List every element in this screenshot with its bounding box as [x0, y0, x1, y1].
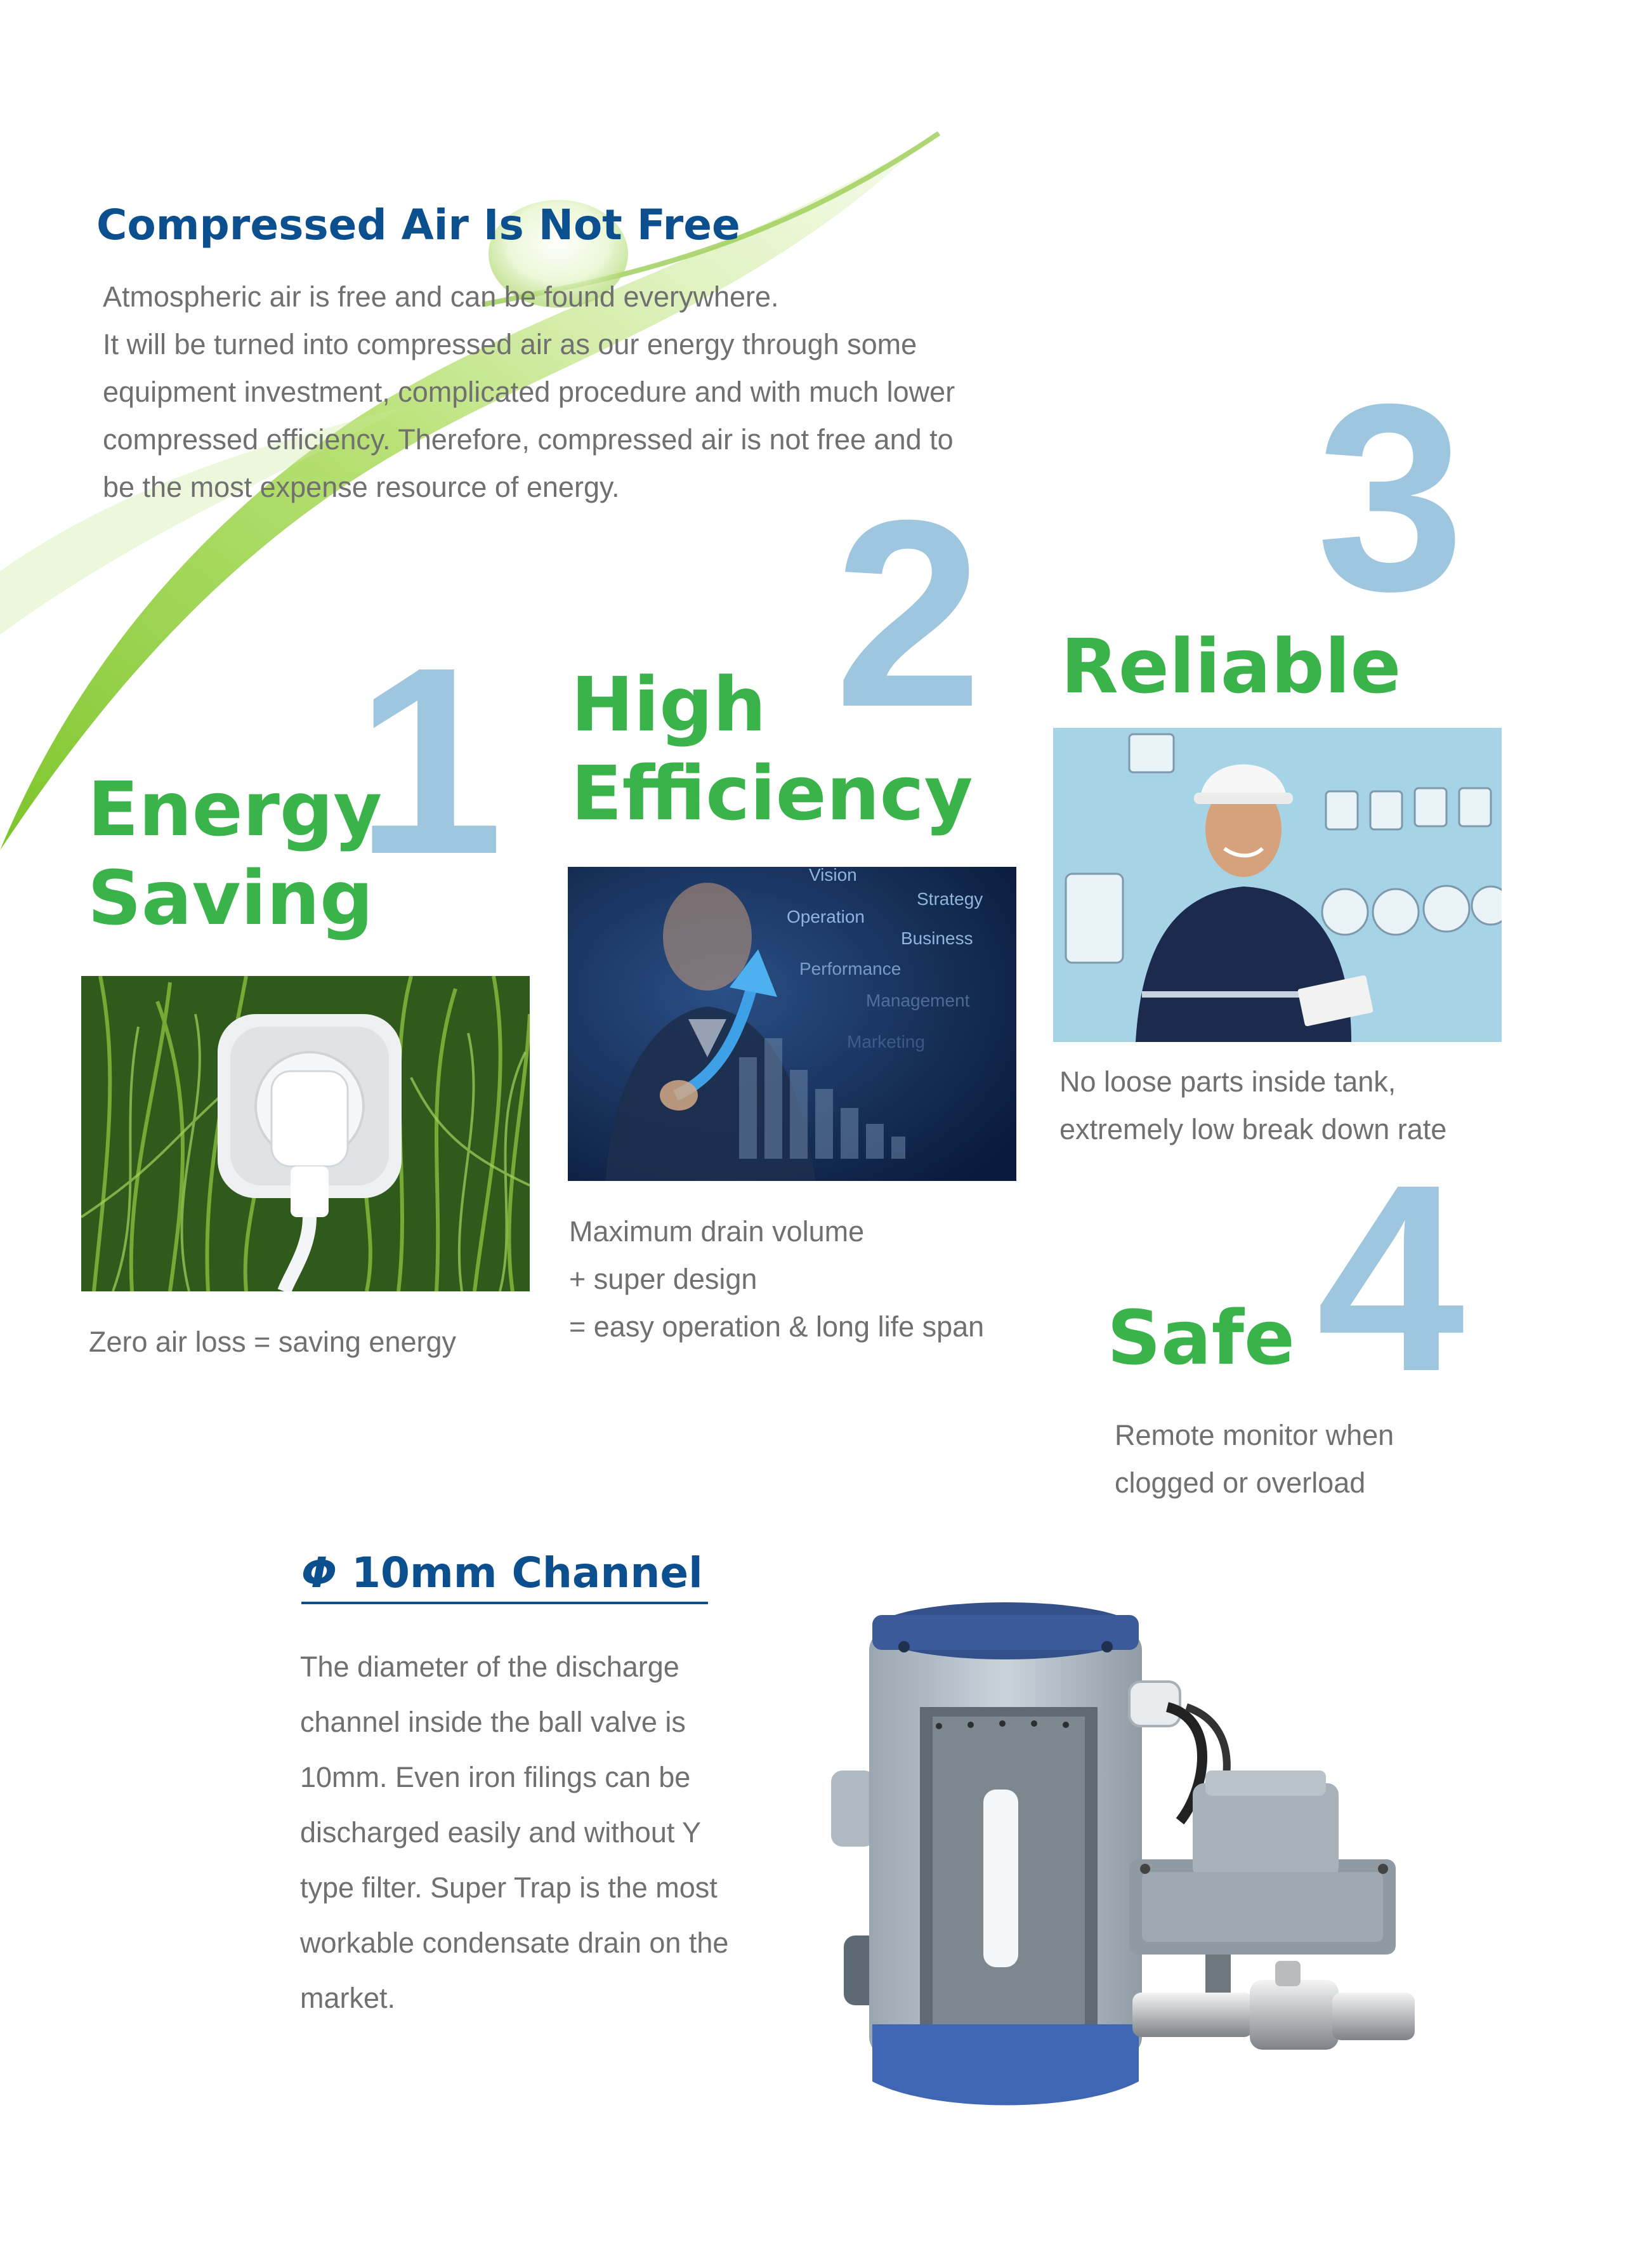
feature-caption-high-efficiency: Maximum drain volume + super design = easy operation & long life span [569, 1215, 985, 1343]
intro-line: It will be turned into compressed air as our energy through some [103, 328, 917, 360]
photo-word: Performance [799, 959, 902, 979]
intro-line: Atmospheric air is free and can be found everywhere. [103, 280, 779, 313]
intro-line: compressed efficiency. Therefore, compressed air is not free and to [103, 423, 954, 456]
engineer-control-room-photo [1053, 728, 1502, 1042]
channel-paragraph: The diameter of the discharge channel inside the ball valve is 10mm. Even iron filings can be discharged easily and without Y type filter. Super Trap is the most workable condensate drain on the market. [300, 1651, 729, 2014]
feature-title-energy-saving: Energy Saving [88, 765, 383, 942]
photo-word: Operation [787, 907, 865, 926]
drain-trap-product-image [812, 1580, 1446, 2120]
feature-caption-energy-saving: Zero air loss = saving energy [89, 1326, 457, 1358]
feature-caption-reliable: No loose parts inside tank, extremely low break down rate [1059, 1065, 1447, 1145]
intro-title: Compressed Air Is Not Free [96, 201, 740, 249]
photo-word: Management [866, 991, 970, 1010]
feature-title-high-efficiency: High Efficiency [571, 661, 973, 837]
feature-number-3: 3 [1316, 349, 1465, 647]
channel-title [301, 1545, 708, 1604]
feature-title-reliable: Reliable [1061, 623, 1401, 710]
intro-line: equipment investment, complicated procedure and with much lower [103, 376, 955, 408]
feature-number-4: 4 [1316, 1130, 1465, 1427]
feature-number-2: 2 [834, 465, 983, 763]
intro-line: be the most expense resource of energy. [103, 471, 620, 503]
business-growth-photo [568, 867, 1016, 1181]
feature-number-1: 1 [355, 612, 504, 910]
channel-title-text: 10mm Channel [351, 1548, 703, 1597]
photo-word: Business [901, 928, 973, 948]
feature-caption-safe: Remote monitor when clogged or overload [1115, 1419, 1394, 1499]
photo-word: Strategy [917, 889, 983, 909]
diameter-symbol: Φ [301, 1548, 338, 1597]
feature-title-safe: Safe [1107, 1294, 1295, 1381]
photo-word: Marketing [847, 1032, 925, 1052]
intro-paragraph [103, 273, 955, 511]
photo-word: Vision [809, 867, 857, 885]
power-outlet-grass-photo [81, 976, 530, 1291]
